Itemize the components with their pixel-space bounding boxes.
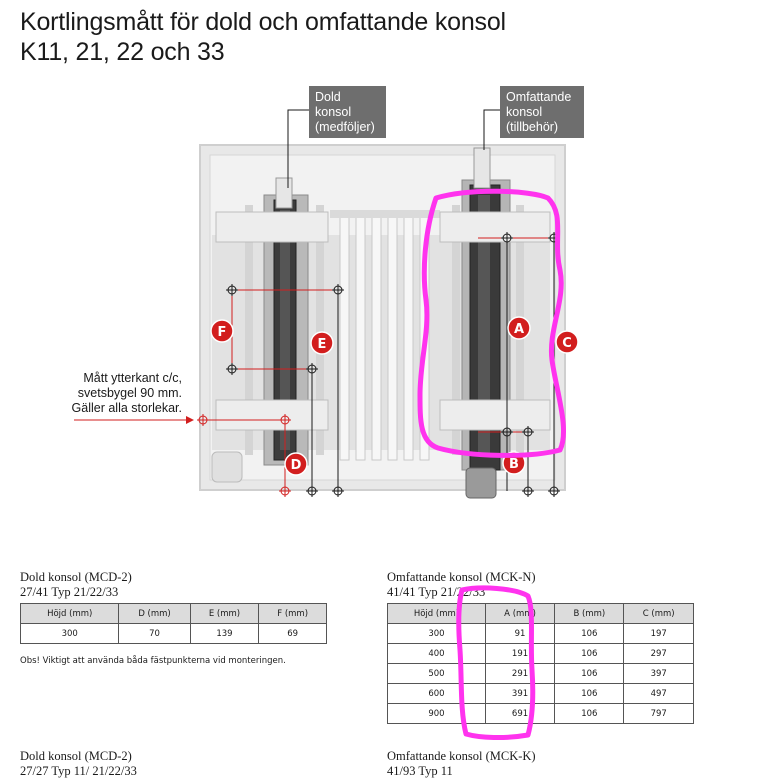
table-mcd-title: Dold konsol (MCD-2) [20, 570, 132, 584]
bottom-right-title: Omfattande konsol (MCK-K) [387, 749, 536, 763]
table-row [388, 684, 694, 704]
note-line3: Gäller alla storlekar. [71, 401, 182, 415]
header-cell: B (mm) [555, 604, 624, 624]
table-cell: 400 [388, 644, 486, 664]
table-cell: 391 [485, 684, 554, 704]
header-cell: E (mm) [190, 604, 259, 624]
svg-text:C: C [562, 336, 572, 351]
table-cell: 106 [555, 664, 624, 684]
table-cell: 70 [119, 624, 190, 644]
svg-text:B: B [509, 457, 519, 472]
marker-E [311, 332, 333, 354]
callout-enclosing-line1: Omfattande [506, 90, 572, 104]
table-cell: 297 [624, 644, 694, 664]
table-cell: 69 [259, 624, 327, 644]
table-cell: 106 [555, 644, 624, 664]
table-row [21, 624, 327, 644]
table-mckn-subtitle: 41/41 Typ 21/22/33 [387, 585, 486, 599]
table-header-row [21, 604, 327, 624]
table-mcd-subtitle: 27/41 Typ 21/22/33 [20, 585, 119, 599]
callout-hidden-line3: (medföljer) [315, 120, 375, 134]
callout-enclosing-bracket [500, 86, 584, 138]
marker-A [508, 317, 530, 339]
table-cell: 197 [624, 624, 694, 644]
table-cell: 106 [555, 684, 624, 704]
table-cell: 139 [190, 624, 259, 644]
table-cell: 691 [485, 704, 554, 724]
bottom-left-title: Dold konsol (MCD-2) [20, 749, 132, 763]
table-cell: 397 [624, 664, 694, 684]
table-mcd [20, 603, 327, 644]
bottom-left-subtitle: 27/27 Typ 11/ 21/22/33 [20, 764, 137, 778]
svg-text:A: A [513, 322, 525, 337]
note-line2: svetsbygel 90 mm. [77, 386, 182, 400]
table-cell: 500 [388, 664, 486, 684]
table-cell: 91 [485, 624, 554, 644]
table-header-row [388, 604, 694, 624]
table-cell: 300 [21, 624, 119, 644]
callout-enclosing-line3: (tillbehör) [506, 120, 559, 134]
svg-text:D: D [290, 458, 302, 473]
table-cell: 497 [624, 684, 694, 704]
note-line1: Mått ytterkant c/c, [83, 371, 182, 385]
table-cell: 797 [624, 704, 694, 724]
header-cell: Höjd (mm) [388, 604, 486, 624]
table-cell: 600 [388, 684, 486, 704]
bottom-right-subtitle: 41/93 Typ 11 [387, 764, 453, 778]
table-cell: 291 [485, 664, 554, 684]
page-title-line2: K11, 21, 22 och 33 [20, 38, 225, 66]
callout-hidden-line2: konsol [315, 105, 352, 119]
mounting-note: Obs! Viktigt att använda båda fästpunkterna vid monteringen. [20, 656, 286, 666]
table-cell: 900 [388, 704, 486, 724]
header-cell: F (mm) [259, 604, 327, 624]
header-cell: C (mm) [624, 604, 694, 624]
measurement-note [60, 371, 182, 416]
table-row [388, 644, 694, 664]
table-cell: 300 [388, 624, 486, 644]
page-title-line1: Kortlingsmått för dold och omfattande konsol [20, 8, 506, 36]
table-mckn-title: Omfattande konsol (MCK-N) [387, 570, 536, 584]
svg-text:E: E [317, 337, 327, 352]
table-cell: 191 [485, 644, 554, 664]
table-cell: 106 [555, 624, 624, 644]
header-cell: Höjd (mm) [21, 604, 119, 624]
header-cell: D (mm) [119, 604, 190, 624]
table-row [388, 664, 694, 684]
marker-C [556, 331, 578, 353]
marker-D [285, 453, 307, 475]
svg-text:F: F [217, 325, 227, 340]
table-cell: 106 [555, 704, 624, 724]
table-row [388, 704, 694, 724]
callout-hidden-bracket [309, 86, 386, 138]
table-row [388, 624, 694, 644]
table-mckn [387, 603, 694, 724]
callout-hidden-line1: Dold [315, 90, 341, 104]
header-cell: A (mm) [485, 604, 554, 624]
marker-F [211, 320, 233, 342]
callout-enclosing-line2: konsol [506, 105, 543, 119]
